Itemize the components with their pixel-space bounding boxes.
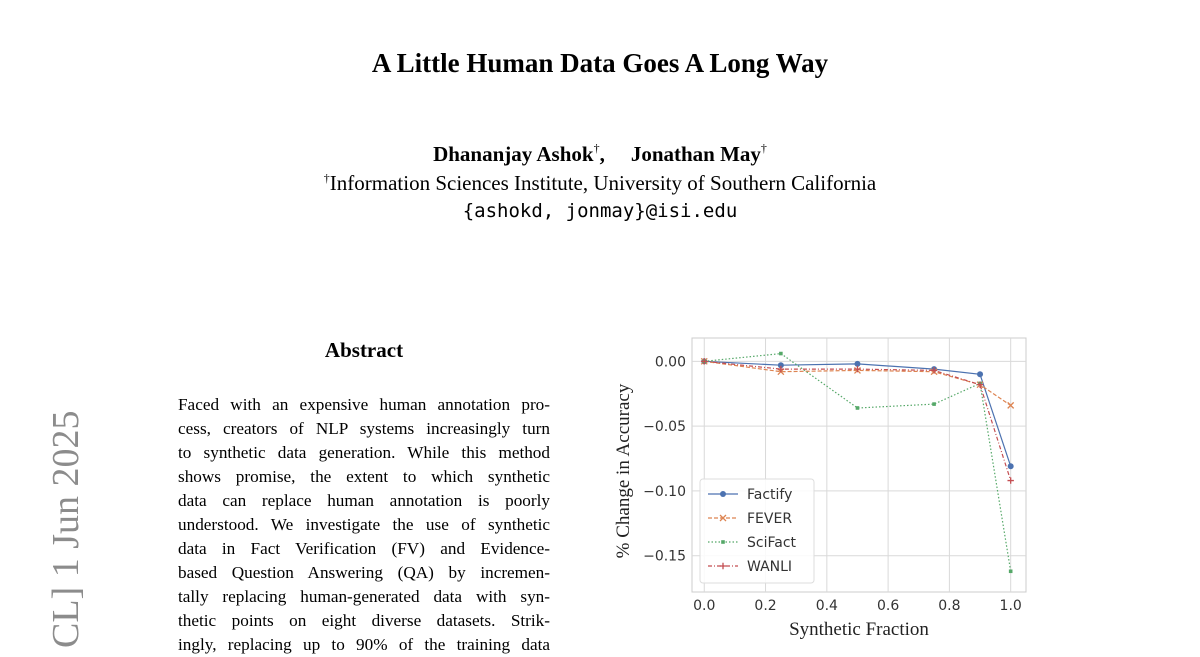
author-affiliation-mark: † (593, 141, 600, 155)
data-point-scifact (856, 406, 860, 410)
abstract-line: data can replace human annotation is poorly (178, 491, 550, 510)
affiliation-text: Information Sciences Institute, University of Southern California (329, 171, 877, 195)
abstract-line: cess, creators of NLP systems increasingly turn (178, 419, 550, 438)
y-tick-label: −0.05 (643, 419, 686, 436)
x-axis-label: Synthetic Fraction (789, 619, 929, 640)
x-tick-label: 0.4 (815, 598, 838, 614)
data-point-factify (1008, 463, 1014, 469)
y-tick-label: −0.15 (643, 548, 686, 565)
data-point-scifact (779, 352, 783, 356)
affiliation (0, 171, 1200, 196)
x-tick-label: 0.6 (876, 598, 900, 614)
abstract-line: understood. We investigate the use of synthetic (178, 515, 550, 534)
abstract-line: ingly, replacing up to 90% of the training data (178, 635, 550, 654)
legend-label: FEVER (747, 511, 793, 527)
abstract-line: Faced with an expensive human annotation pro- (178, 395, 550, 414)
legend-label: SciFact (747, 535, 797, 551)
affiliation-mark: † (323, 171, 330, 185)
x-tick-label: 0.8 (938, 598, 961, 614)
y-tick-label: −0.10 (643, 483, 686, 500)
abstract-line: tally replacing human-generated data with syn- (178, 587, 550, 606)
abstract-heading: Abstract (324, 338, 404, 362)
arxiv-sidebar-stamp: CL] 1 Jun 2025 (45, 410, 87, 648)
abstract-line: based Question Answering (QA) by incremen- (178, 563, 550, 582)
author-name: Jonathan May (630, 142, 761, 166)
paper-title: A Little Human Data Goes A Long Way (371, 48, 829, 78)
abstract-line: thetic points on eight diverse datasets. Strik- (178, 611, 550, 630)
x-tick-label: 0.0 (693, 598, 716, 614)
y-tick-label: 0.00 (654, 354, 686, 371)
x-tick-label: 1.0 (999, 598, 1022, 614)
author-name: Dhananjay Ashok (433, 142, 594, 166)
legend-label: WANLI (747, 559, 793, 575)
author-affiliation-mark: † (760, 141, 767, 155)
legend-marker-scifact (721, 540, 725, 544)
legend-label: Factify (747, 487, 793, 503)
data-point-factify (977, 371, 983, 377)
y-axis-label: % Change in Accuracy (613, 383, 634, 559)
data-point-scifact (1009, 569, 1013, 573)
x-tick-label: 0.2 (754, 598, 777, 614)
abstract-line: to synthetic data generation. While this method (178, 443, 550, 462)
author-separator: , (599, 142, 605, 166)
abstract-line: data in Fact Verification (FV) and Evidence- (178, 539, 550, 558)
author-line (0, 141, 1200, 167)
abstract-body (178, 393, 550, 657)
author-email: {ashokd, jonmay}@isi.edu (462, 200, 738, 222)
accuracy-change-chart (612, 330, 1042, 648)
legend-marker-factify (720, 491, 726, 497)
data-point-scifact (932, 402, 936, 406)
abstract-line: shows promise, the extent to which synthetic (178, 467, 550, 486)
